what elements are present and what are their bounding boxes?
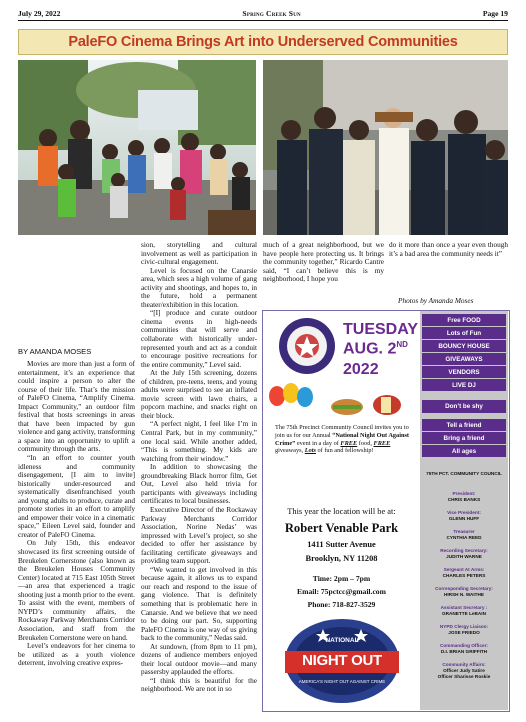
- paragraph: In addition to showcasing the groundbreaking Black horror film, Get Out, Level also held trivia for participants with giveaways including certificates to local businesses.: [141, 463, 257, 506]
- event-phone: Phone: 718-827-3529: [307, 600, 376, 609]
- ad-date: [343, 340, 408, 358]
- article-column-2: [141, 241, 257, 694]
- officer: [422, 586, 506, 598]
- ad-date-main: AUG. 2: [343, 340, 397, 358]
- paragraph: “A perfect night, I feel like I’m in Central Park, but in my community,” one local said. While another added, “This is something. My kids are watching from their window.”: [141, 420, 257, 463]
- park-name: Robert Venable Park: [284, 521, 399, 535]
- night-out-ad: [262, 310, 510, 712]
- tip-tab: Tell a friend: [422, 419, 506, 431]
- officer-role: Corresponding Secretary:: [435, 586, 493, 591]
- invite-text: The 75th Precinct Community Council invites you to join us for our Annual: [275, 424, 409, 439]
- police-badge-icon: [277, 315, 337, 377]
- photo-children: [18, 60, 256, 235]
- officer-role: Treasurer: [453, 529, 475, 534]
- officer-name: GLENN HUFF: [448, 516, 480, 521]
- officer-name: Officer Judy Satire Officer Sharisse Roskie: [437, 668, 491, 679]
- feature-tab: BOUNCY HOUSE: [422, 340, 506, 352]
- ad-date-suffix: ND: [396, 340, 408, 349]
- feature-tab: LIVE DJ: [422, 379, 506, 391]
- tip-tab: Don’t be shy: [422, 400, 506, 413]
- feature-tab: Free FOOD: [422, 314, 506, 326]
- page-number: Page 19: [482, 8, 508, 18]
- invite-text: of fun and fellowship!: [317, 447, 374, 455]
- paragraph: Executive Director of the Rockaway Parkway Merchants Corridor Association, Norine Nedas’ was impressed with Level’s project, so she decided to offer her assistance by facilitating certificate giveaways and providing team support.: [141, 505, 257, 566]
- officer-name: CHARLES PETERS: [442, 573, 486, 578]
- officer-role: Recording Secretary:: [440, 548, 488, 553]
- officer: [422, 605, 506, 617]
- photo-officers: [263, 60, 508, 235]
- paragraph: much of a great neighborhood, but we have people here protecting us. It brings the community together,” Ricardo Cantre said, “I can’t believe this is my neighborhood, I hope you: [263, 241, 384, 284]
- headline: PaleFO Cinema Brings Art into Underserved Communities: [68, 34, 458, 50]
- invite-event-name: “National Night Out Against Crime”: [275, 431, 410, 447]
- invite-free: FREE: [373, 439, 391, 447]
- ad-main-panel: [263, 311, 420, 710]
- event-time: Time: 2pm – 7pm: [312, 574, 371, 583]
- location-intro: This year the location will be at:: [287, 507, 396, 516]
- invite-lots: Lots: [304, 447, 316, 455]
- officer-name: HIRSH N. WAITHE: [443, 592, 485, 597]
- tip-tab: Bring a friend: [422, 432, 506, 444]
- invite-text: food,: [358, 439, 372, 447]
- officer: [422, 491, 506, 503]
- logo-top-text: NATIONAL: [325, 637, 359, 644]
- photo-credit: Photos by Amanda Moses: [398, 296, 474, 305]
- paragraph: “We wanted to get involved in this because again, it allows us to expand our reach and respond to the issue of gang violence. That is definitely something that is problematic here in Canarsie. And we believe that we need to be doing our part. So, supporting PaleFO Cinema is one way of us giving back to the community,” Nedas said.: [141, 565, 257, 643]
- paragraph: On July 15th, this endeavor showcased its first screening outside of Breukelen Cornerstone (also known as the Breukelen Houses Community Center) located at 715 East 105th Street—an area that experienced a tragic shooting just a month prior to the event. To assist with the event, members of NYPD’s community affairs, the Rockaway Parkway Merchants Corridor Association, and staff from the Breukelen Cornerstone were on hand.: [18, 539, 135, 642]
- invite-text: giveaways,: [275, 447, 304, 455]
- paragraph: At the July 15th screening, dozens of children, pre-teens, teens, and young adults were surprised to see an inflated movie screen with lawn chairs, a popcorn machine, and snacks right on their block.: [141, 369, 257, 420]
- balloons-food-icon: [267, 381, 417, 421]
- officer-role: Community Affairs:: [442, 662, 486, 667]
- headline-banner: [18, 29, 508, 55]
- officer-role: Vice President:: [447, 510, 481, 515]
- officer: [422, 643, 506, 655]
- feature-tab: VENDORS: [422, 366, 506, 378]
- logo-tagline: AMERICA’S NIGHT OUT AGAINST CRIME: [298, 679, 386, 684]
- article-column-3: [263, 241, 384, 284]
- officer-name: D.I. BRIAN GRIFFITH: [440, 649, 488, 654]
- officer: [422, 662, 506, 680]
- paragraph: Movies are more than just a form of entertainment, it’s an experience that could inspire a person to alter the course of their life. That’s the mission of PaleFO Cinema, “Amplify Cinema. Impact Community,” an outdoor film festival that hosts screenings in areas that have been impacted by gun violence and gang activity, transforming a space into an opportunity to uplift a community through the arts.: [18, 360, 135, 454]
- officer-name: JOSE FRIEDO: [448, 630, 480, 635]
- park-city: Brooklyn, NY 11208: [305, 554, 378, 563]
- running-header: [18, 6, 508, 20]
- council-title: 75TH PCT. COMMUNITY COUNCIL: [426, 471, 502, 476]
- officer-name: JUDITH WARNE: [446, 554, 482, 559]
- article-column-1: [18, 360, 135, 668]
- officer-name: GRANETTE LeBAIN: [441, 611, 486, 616]
- ad-sidebar: [420, 311, 508, 710]
- officer-role: Sergeant At Arms:: [443, 567, 485, 572]
- article-column-4: [389, 241, 508, 258]
- officer-role: NYPD Clergy Liaison:: [439, 624, 489, 629]
- paragraph: Level is focused on the Canarsie area, which sees a high volume of gang activity and shootings, and hopes to, in the future, hold a permanent theater/exhibition in this location.: [141, 266, 257, 309]
- logo-main-text: NIGHT OUT: [302, 652, 382, 669]
- paragraph: “[I] produce and curate outdoor cinema events in high-needs communities that will serve and collaborate with historically under-represented youth and act as a conduit to encourage positive recreations for the entire community,” Level said.: [141, 309, 257, 369]
- feature-tab: GIVEAWAYS: [422, 353, 506, 365]
- paragraph: “In an effort to counter youth idleness and community disengagement, [I aim to invite] historically under-resourced and systematically disenfranchised youth and young adults to produce, curate and promote stories in an effort to amplify and empower their voice in a cinematic space,” Eileen Level said, founder and creator of PaleFO Cinema.: [18, 454, 135, 539]
- park-street: 1411 Sutter Avenue: [307, 540, 376, 549]
- event-email: Email: 75pctcc@gmail.com: [297, 587, 386, 596]
- officer-name: CHRIS BANKS: [447, 497, 481, 502]
- paper-name: Spring Creek Sun: [242, 8, 301, 18]
- officer-role: President:: [452, 491, 476, 496]
- invite-free: FREE: [340, 439, 358, 447]
- officer-name: CYNTHIA REED: [446, 535, 482, 540]
- officer: [422, 567, 506, 579]
- issue-date: July 29, 2022: [18, 8, 61, 18]
- ad-invitation: [275, 424, 415, 455]
- ad-day: TUESDAY: [343, 321, 418, 338]
- officer: [422, 510, 506, 522]
- ad-year: 2022: [343, 361, 379, 378]
- header-rule: [18, 20, 508, 21]
- feature-tab: Lots of Fun: [422, 327, 506, 339]
- officer: [422, 624, 506, 636]
- officer: [422, 529, 506, 541]
- officer-role: Assistant Secretary :: [440, 605, 488, 610]
- byline: BY AMANDA MOSES: [18, 347, 92, 356]
- paragraph: Level’s endeavors for her cinema to be utilized as a youth violence deterrent, involving creative expres-: [18, 642, 135, 668]
- paragraph: At sundown, (from 8pm to 11 pm), dozens of audience members enjoyed their local outdoor movie—and many passersby applauded the efforts.: [141, 642, 257, 677]
- paragraph: sion, storytelling and cultural involvement as well as participation in civic-cultural engagement.: [141, 241, 257, 267]
- officer: [422, 548, 506, 560]
- paragraph: do it more than once a year even though it’s a bad area the community needs it”: [389, 241, 508, 258]
- paragraph: “I think this is beautiful for the neighborhood. We are not in so: [141, 676, 257, 694]
- tip-tab: All ages: [422, 445, 506, 457]
- invite-text: event in a day of: [296, 439, 339, 447]
- night-out-logo: [283, 617, 401, 705]
- officer-role: Commanding Officer:: [440, 643, 488, 648]
